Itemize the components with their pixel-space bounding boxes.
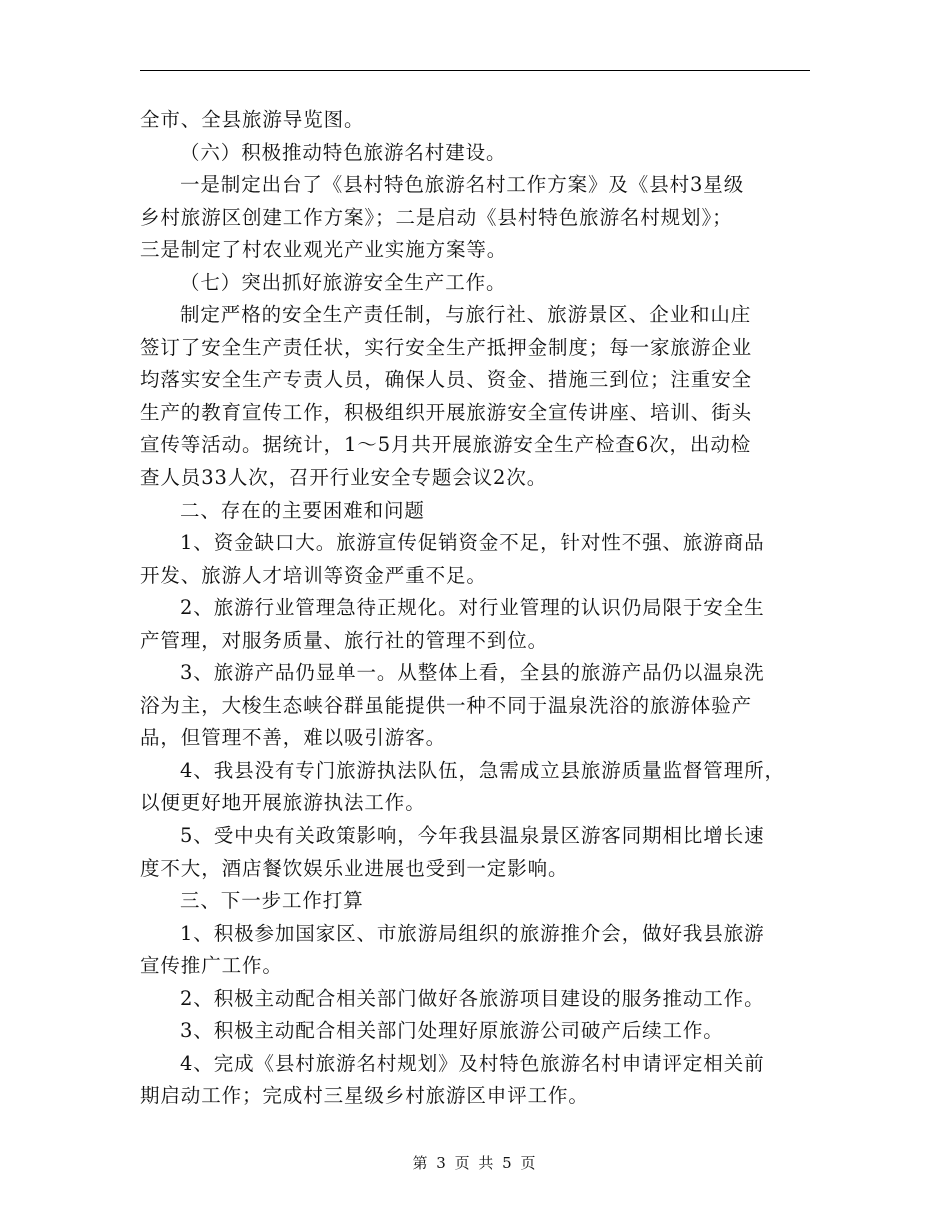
text-line: 签订了安全生产责任状，实行安全生产抵押金制度；每一家旅游企业 [140, 335, 753, 359]
text-line: 宣传等活动。据统计，1～5月共开展旅游安全生产检查6次，出动检 [140, 433, 752, 457]
text-line: 1、积极参加国家区、市旅游局组织的旅游推介会，做好我县旅游 [180, 921, 765, 945]
document-body [140, 104, 812, 1113]
text-line: 品，但管理不善，难以吸引游客。 [140, 726, 447, 750]
text-line: 3、积极主动配合相关部门处理好原旅游公司破产后续工作。 [180, 1019, 724, 1043]
text-line: 宣传推广工作。 [140, 954, 283, 978]
text-line: 1、资金缺口大。旅游宣传促销资金不足，针对性不强、旅游商品 [180, 531, 765, 555]
text-line: 三是制定了村农业观光产业实施方案等。 [140, 238, 508, 262]
header-rule [140, 70, 810, 71]
text-line: 2、积极主动配合相关部门做好各旅游项目建设的服务推动工作。 [180, 986, 765, 1010]
text-line: （六）积极推动特色旅游名村建设。 [180, 140, 507, 164]
text-line: 全市、全县旅游导览图。 [140, 108, 365, 131]
text-line: 以便更好地开展旅游执法工作。 [140, 791, 426, 815]
text-line: 均落实安全生产专责人员，确保人员、资金、措施三到位；注重安全 [140, 368, 753, 392]
text-line: 一是制定出台了《县村特色旅游名村工作方案》及《县村3星级 [180, 173, 745, 197]
text-line: 开发、旅游人才培训等资金严重不足。 [140, 563, 487, 587]
text-line: 生产的教育宣传工作，积极组织开展旅游安全宣传讲座、培训、街头 [140, 400, 753, 424]
text-line: 制定严格的安全生产责任制，与旅行社、旅游景区、企业和山庄 [180, 303, 752, 327]
text-line: 5、受中央有关政策影响，今年我县温泉景区游客同期相比增长速 [180, 824, 765, 848]
text-line: 2、旅游行业管理急待正规化。对行业管理的认识仍局限于安全生 [180, 596, 765, 620]
text-line: 三、下一步工作打算 [180, 889, 364, 913]
text-line: 产管理，对服务质量、旅行社的管理不到位。 [140, 628, 549, 652]
text-line: 查人员33人次，召开行业安全专题会议2次。 [140, 466, 548, 490]
text-line: 期启动工作；完成村三星级乡村旅游区申评工作。 [140, 1084, 589, 1108]
text-line: 乡村旅游区创建工作方案》；二是启动《县村特色旅游名村规划》； [140, 205, 733, 229]
text-line: 4、完成《县村旅游名村规划》及村特色旅游名村申请评定相关前 [180, 1051, 765, 1075]
page-number: 第 3 页 共 5 页 [412, 1154, 538, 1172]
text-line: 二、存在的主要困难和问题 [180, 498, 425, 522]
text-line: 度不大，酒店餐饮娱乐业进展也受到一定影响。 [140, 856, 569, 880]
text-line: 4、我县没有专门旅游执法队伍，急需成立县旅游质量监督管理所， [180, 758, 785, 782]
text-line: （七）突出抓好旅游安全生产工作。 [180, 270, 507, 294]
text-line: 3、旅游产品仍显单一。从整体上看，全县的旅游产品仍以温泉洗 [180, 661, 765, 685]
text-line: 浴为主，大梭生态峡谷群虽能提供一种不同于温泉洗浴的旅游体验产 [140, 693, 753, 717]
